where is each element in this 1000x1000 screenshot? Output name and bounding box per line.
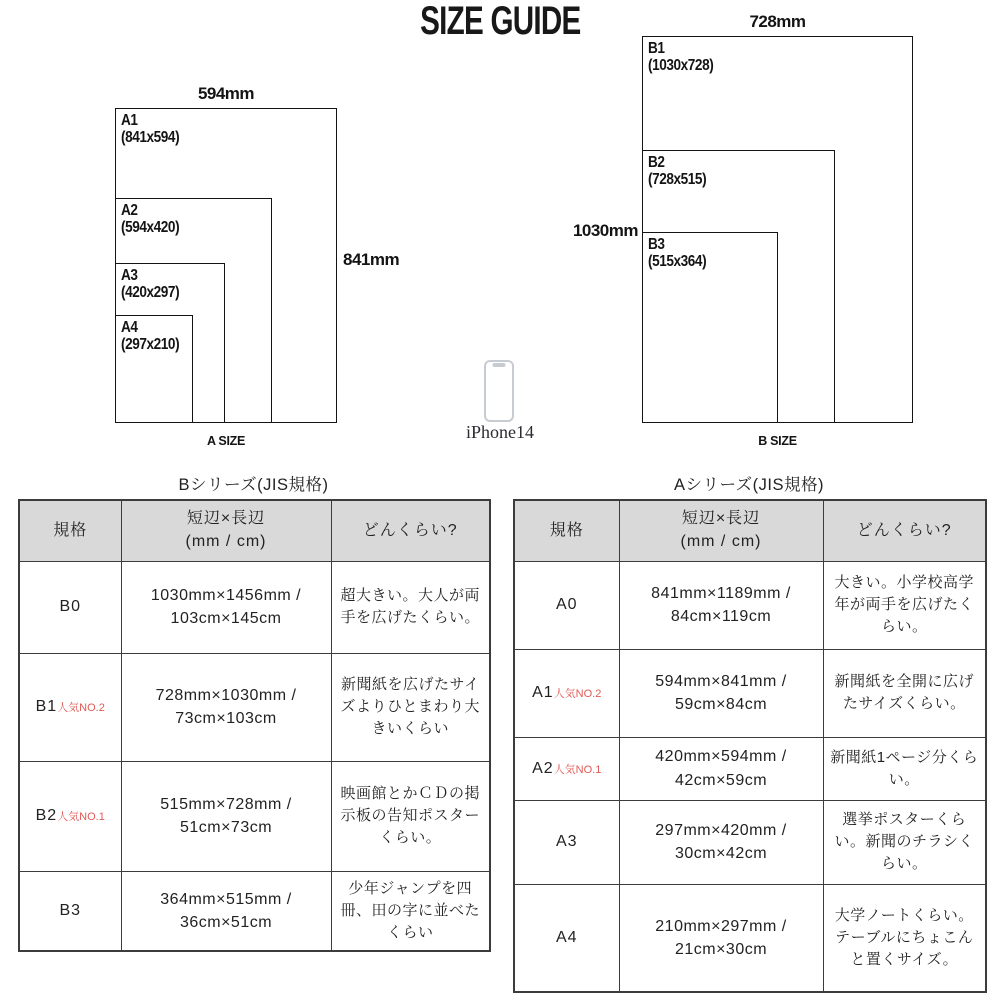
table-row-a0 xyxy=(514,561,986,649)
a-diagram-width-label: 594mm xyxy=(197,84,255,103)
size-dimensions: 728mm×1030mm / 73cm×103cm xyxy=(121,653,331,761)
b3-label xyxy=(648,236,706,271)
a4-dims: (297x210) xyxy=(121,336,180,354)
table-b-title: Bシリーズ(JIS規格) xyxy=(178,476,329,494)
a-diagram-caption: A SIZE xyxy=(206,434,246,448)
popularity-badge: 人気NO.2 xyxy=(57,702,105,714)
table-row-b0 xyxy=(19,561,490,653)
table-row-b3 xyxy=(19,871,490,951)
table-row-b1 xyxy=(19,653,490,761)
iphone-label: iPhone14 xyxy=(465,422,534,442)
a4-name: A4 xyxy=(121,319,138,336)
iphone-icon xyxy=(484,360,514,422)
table-b-header-howbig: どんくらい? xyxy=(331,500,490,561)
size-description: 新聞紙1ページ分くらい。 xyxy=(823,737,986,800)
size-dimensions: 1030mm×1456mm / 103cm×145cm xyxy=(121,561,331,653)
table-b-header-dims-line1: 短辺×長辺 xyxy=(186,510,266,528)
size-code: A4 xyxy=(555,928,578,946)
size-dimensions: 420mm×594mm / 42cm×59cm xyxy=(619,737,823,800)
size-description: 超大きい。大人が両手を広げたくらい。 xyxy=(331,561,490,653)
table-b-header-row xyxy=(19,500,490,561)
popularity-badge: 人気NO.2 xyxy=(553,688,602,700)
size-code: B1 xyxy=(35,698,58,715)
size-code: B3 xyxy=(59,901,82,919)
a3-name: A3 xyxy=(121,267,138,284)
a1-dims: (841x594) xyxy=(121,129,180,147)
table-a-header-dimensions xyxy=(619,500,823,561)
a4-label xyxy=(121,319,179,354)
size-description: 選挙ポスターくらい。新聞のチラシくらい。 xyxy=(823,800,986,884)
popularity-badge: 人気NO.1 xyxy=(553,763,602,776)
size-description: 少年ジャンプを四冊、田の字に並べたくらい xyxy=(331,871,490,951)
size-code: A2 xyxy=(532,759,554,777)
size-code: B2 xyxy=(35,807,58,824)
size-description: 新聞紙を広げたサイズよりひとまわり大きいくらい xyxy=(331,653,490,761)
table-b-header-dims-line2: (mm / cm) xyxy=(185,532,267,550)
table-a-title: Aシリーズ(JIS規格) xyxy=(673,476,824,494)
page-title: SIZE GUIDE xyxy=(419,0,581,43)
table-a-header-standard: 規格 xyxy=(514,500,619,561)
b2-name: B2 xyxy=(648,154,665,171)
b-diagram-caption: B SIZE xyxy=(758,434,797,448)
a2-label xyxy=(121,202,179,237)
a2-dims: (594x420) xyxy=(121,219,180,237)
size-dimensions: 364mm×515mm / 36cm×51cm xyxy=(121,871,331,951)
b2-label xyxy=(648,154,706,189)
b3-name: B3 xyxy=(648,236,665,253)
b1-label xyxy=(648,40,713,75)
table-row-a3 xyxy=(514,800,986,884)
table-b-series xyxy=(18,499,491,952)
table-row-a1 xyxy=(514,649,986,737)
table-row-b2 xyxy=(19,761,490,871)
size-dimensions: 841mm×1189mm / 84cm×119cm xyxy=(619,561,823,649)
size-dimensions: 210mm×297mm / 21cm×30cm xyxy=(619,884,823,992)
table-a-header-dims-line1: 短辺×長辺 xyxy=(681,510,761,528)
b1-name: B1 xyxy=(648,40,665,57)
table-row-a4 xyxy=(514,884,986,992)
b-diagram-width-label: 728mm xyxy=(749,12,806,31)
size-description: 大学ノートくらい。テーブルにちょこんと置くサイズ。 xyxy=(823,884,986,992)
size-dimensions: 594mm×841mm / 59cm×84cm xyxy=(619,649,823,737)
table-b-header-standard: 規格 xyxy=(19,500,121,561)
b1-dims: (1030x728) xyxy=(648,57,714,75)
b3-rectangle xyxy=(642,232,778,423)
a1-label xyxy=(121,112,179,147)
a3-label xyxy=(121,267,179,302)
a1-name: A1 xyxy=(121,112,138,129)
size-dimensions: 515mm×728mm / 51cm×73cm xyxy=(121,761,331,871)
size-dimensions: 297mm×420mm / 30cm×42cm xyxy=(619,800,823,884)
size-description: 大きい。小学校高学年が両手を広げたくらい。 xyxy=(823,561,986,649)
b-diagram-height-label: 1030mm xyxy=(572,221,638,240)
a4-rectangle xyxy=(115,315,193,423)
a2-name: A2 xyxy=(121,202,138,219)
b2-dims: (728x515) xyxy=(648,171,707,189)
popularity-badge: 人気NO.1 xyxy=(57,811,105,823)
table-a-series xyxy=(513,499,987,993)
table-a-header-row xyxy=(514,500,986,561)
a3-dims: (420x297) xyxy=(121,284,180,302)
size-code: A1 xyxy=(532,684,554,701)
a-diagram-height-label: 841mm xyxy=(343,250,400,269)
size-code: B0 xyxy=(59,598,82,615)
table-row-a2 xyxy=(514,737,986,800)
size-description: 映画館とかＣＤの掲示板の告知ポスターくらい。 xyxy=(331,761,490,871)
iphone-notch-icon xyxy=(493,363,506,367)
size-code: A3 xyxy=(555,833,578,850)
table-a-header-howbig: どんくらい? xyxy=(823,500,986,561)
size-description: 新聞紙を全開に広げたサイズくらい。 xyxy=(823,649,986,737)
table-b-header-dimensions xyxy=(121,500,331,561)
table-a-header-dims-line2: (mm / cm) xyxy=(680,532,762,550)
b3-dims: (515x364) xyxy=(648,253,707,271)
size-code: A0 xyxy=(555,596,578,613)
